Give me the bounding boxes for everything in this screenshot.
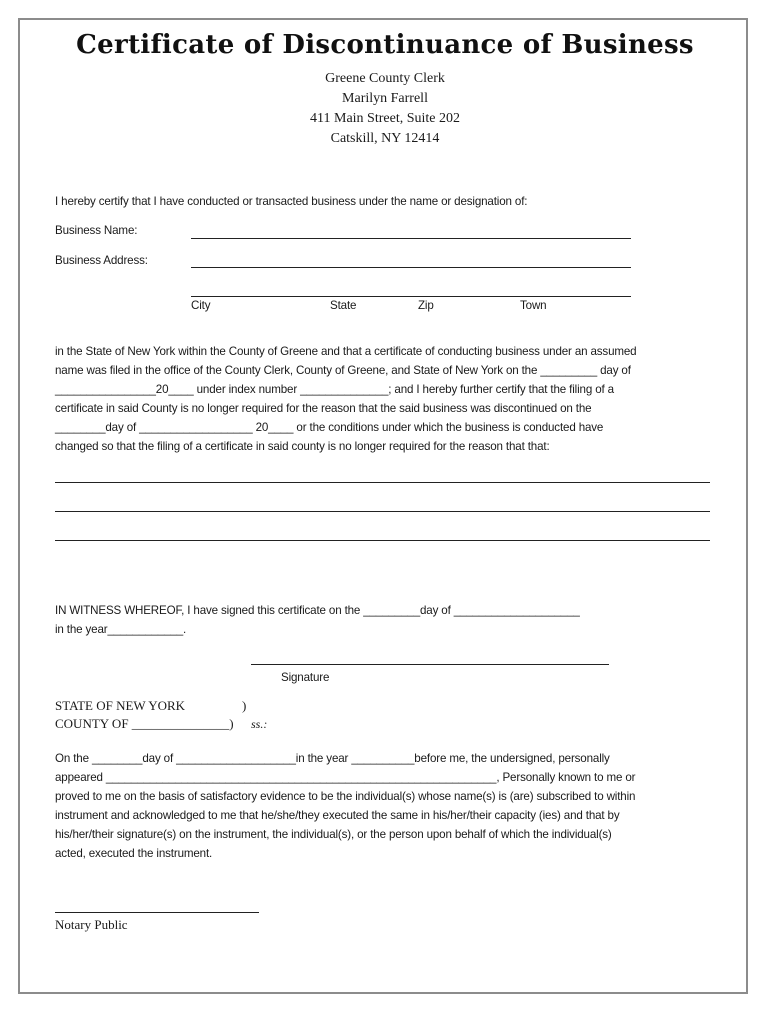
header-clerk: Marilyn Farrell (342, 91, 428, 106)
body-line: ________day of __________________ 20____ or the conditions under which the business is conducted have (55, 421, 604, 434)
header-address: 411 Main Street, Suite 202 (310, 111, 460, 126)
reason-line[interactable] (55, 482, 710, 483)
business-name-line[interactable] (191, 238, 631, 239)
reason-line[interactable] (55, 540, 710, 541)
notary-signature-line[interactable] (55, 912, 259, 913)
intro-text: I hereby certify that I have conducted or transacted business under the name or designation of: (55, 195, 528, 208)
town-label: Town (520, 299, 547, 312)
body-line: name was filed in the office of the County Clerk, County of Greene, and State of New York on the _________ day of (55, 364, 631, 377)
notary-line: appeared ______________________________________________________________, Personally known to me or (55, 771, 636, 784)
body-line: certificate in said County is no longer required for the reason that the said business was discontinued on the (55, 402, 592, 415)
business-address-line[interactable] (191, 267, 631, 268)
body-line: in the State of New York within the County of Greene and that a certificate of conducting business under an assumed (55, 345, 637, 358)
venue-state: STATE OF NEW YORK (55, 698, 186, 713)
notary-line: On the ________day of ___________________in the year __________before me, the undersigned, personally (55, 752, 610, 765)
header-city: Catskill, NY 12414 (330, 131, 440, 146)
zip-label: Zip (418, 299, 434, 312)
witness-year-line: in the year____________. (55, 623, 187, 636)
city-label: City (191, 299, 211, 312)
state-label: State (330, 299, 357, 312)
business-name-label: Business Name: (55, 224, 138, 237)
notary-line: proved to me on the basis of satisfactory evidence to be the individual(s) whose name(s) is (are) subscribed to within (55, 790, 636, 803)
signature-line[interactable] (251, 664, 609, 665)
venue-ss: ss.: (251, 717, 268, 731)
signature-label: Signature (281, 671, 330, 684)
header-office: Greene County Clerk (325, 71, 445, 86)
notary-line: instrument and acknowledged to me that he/she/they executed the same in his/her/their capacity (ies) and that by (55, 809, 620, 822)
notary-public-label: Notary Public (55, 917, 128, 932)
business-address-label: Business Address: (55, 254, 148, 267)
notary-line: his/her/their signature(s) on the instrument, the individual(s), or the person upon behalf of which the individual(s) (55, 828, 612, 841)
venue-county: COUNTY OF _______________) (55, 716, 234, 731)
body-line: ________________20____ under index number ______________; and I hereby further certify that the filing of a (55, 383, 614, 396)
body-line: changed so that the filing of a certificate in said county is no longer required for the reason that that: (55, 440, 550, 453)
document-title: Certificate of Discontinuance of Business (76, 30, 694, 60)
reason-line[interactable] (55, 511, 710, 512)
notary-line: acted, executed the instrument. (55, 847, 213, 860)
city-state-zip-line[interactable] (191, 296, 631, 297)
witness-line: IN WITNESS WHEREOF, I have signed this certificate on the _________day of ____________________ (55, 604, 580, 617)
venue-paren: ) (242, 698, 247, 713)
